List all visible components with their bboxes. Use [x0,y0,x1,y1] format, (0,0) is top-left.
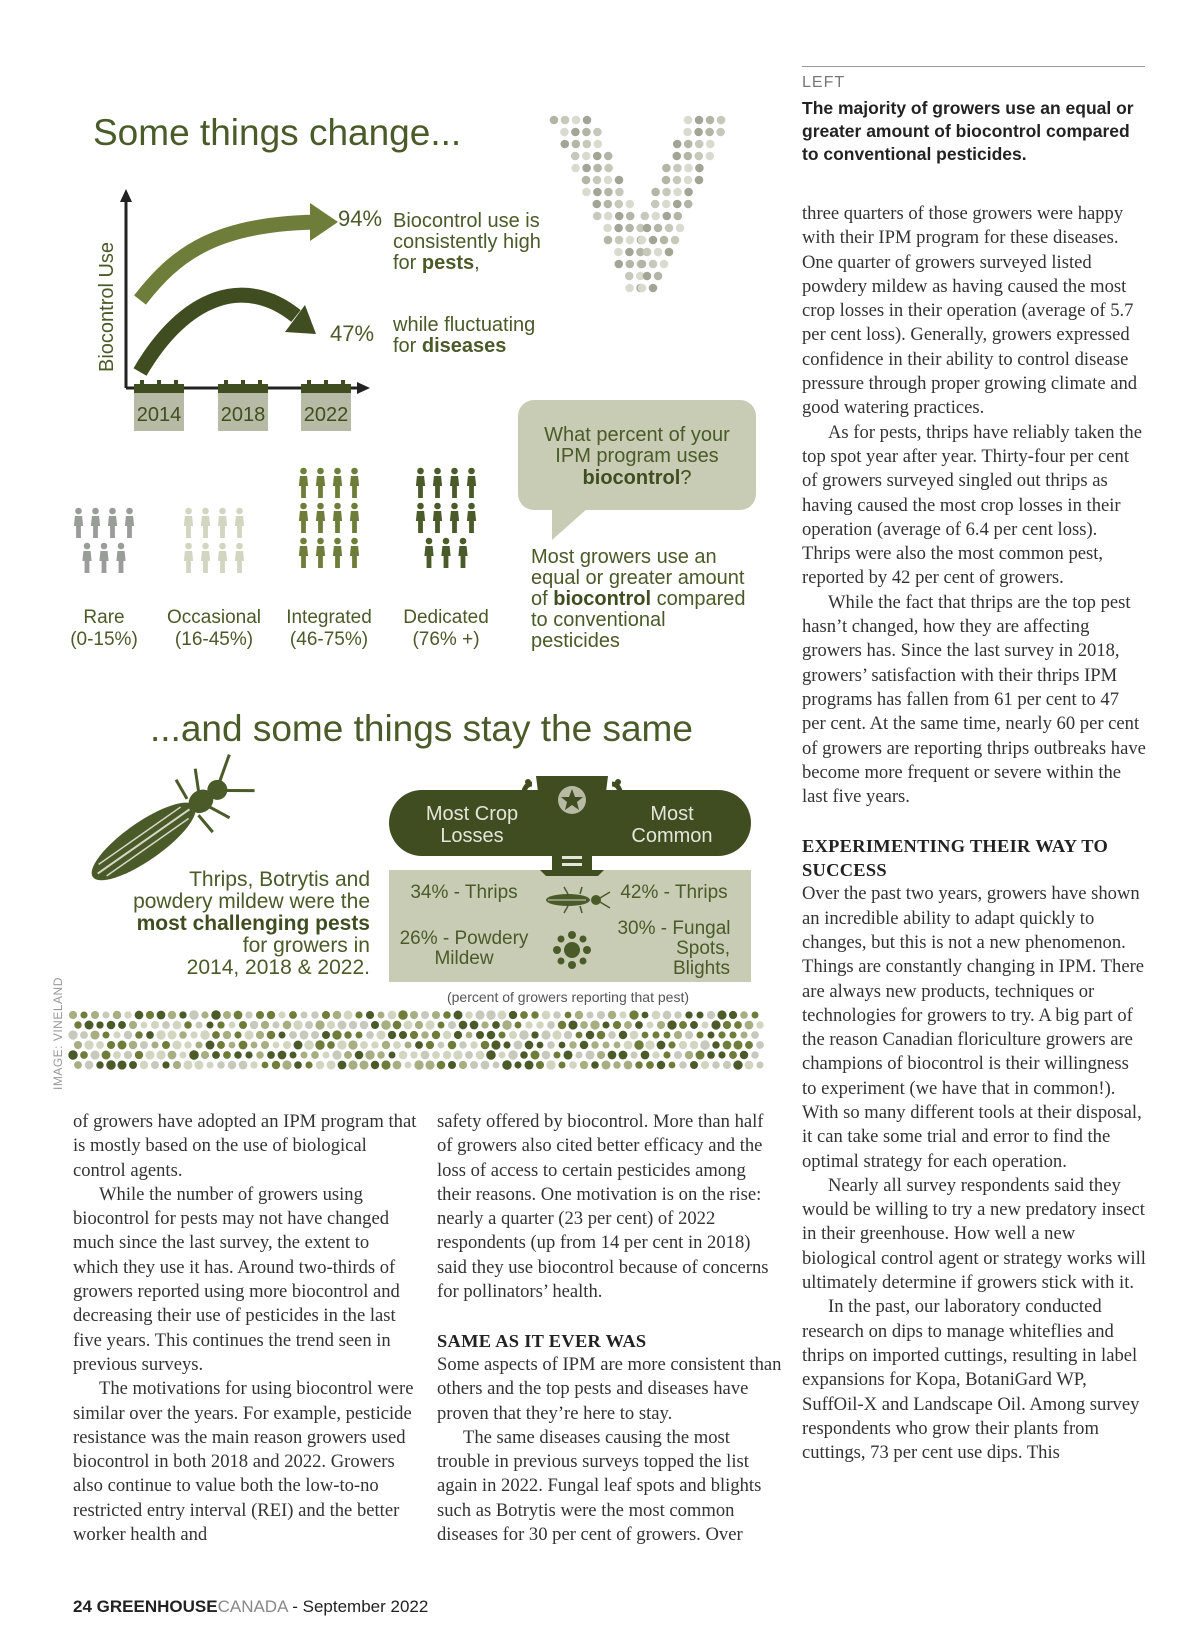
category-rare-name: Rare [83,607,125,628]
category-integrated-name: Integrated [286,607,372,628]
article-column-2 [437,1110,782,1547]
thrips-line-4: for growers in [242,934,370,957]
pest-table [389,870,751,982]
pests-text-2: consistently high [393,231,541,253]
year-tab-2022 [301,380,351,431]
bubble-line-1: What percent of your [544,424,730,446]
most-growers-line-3: of biocontrol compared [531,588,746,610]
pests-percent: 94% [338,206,383,231]
diseases-text-1: while fluctuating [393,314,536,336]
pests-text-3: for pests, [393,252,480,274]
col3-paragraph-1: three quarters of those growers were happy with their IPM program for these diseases. One quarter of growers surveyed listed powdery mildew as having caused the most crop losses in their operation (average of 5.7 per cent loss). Generally, growers expressed confidence in their ability to control disease pressure through proper growing climate and good watering practices. [802,203,1138,419]
caption-text: The majority of growers use an equal or greater amount of biocontrol compared to conventional pesticides. [802,98,1134,164]
page-number: 24 [73,1597,92,1616]
issue-date: - September 2022 [292,1597,429,1616]
banner-most-crop: Most Crop [425,803,519,825]
diseases-text-2: for diseases [393,335,507,357]
most-growers-line-5: pesticides [531,630,620,652]
people-group-occasional [184,508,244,573]
table-powdery-line-2: Mildew [434,948,494,969]
caption-rule [802,66,1145,67]
col2-paragraph-3: The same diseases causing the most trouble in previous surveys topped the list again in 2022. Fungal leaf spots and blights such as Botrytis were the most common diseases for 30 per cent of growers. Over [437,1426,762,1546]
diseases-percent: 47% [330,321,375,346]
col3-paragraph-5: Nearly all survey respondents said they would be willing to try a new predatory insect in their greenhouse. How well a new biological control agent or strategy works will ultimately determine if growers stick with it. [802,1174,1146,1294]
caption-label: LEFT [802,74,846,91]
y-axis-label: Biocontrol Use [96,241,118,372]
category-dedicated-name: Dedicated [403,607,489,628]
people-group-integrated [299,468,359,568]
page-footer [73,1597,428,1617]
title-change: Some things change... [93,112,462,153]
bubble-line-2: IPM program uses [555,445,719,467]
category-dedicated-range: (76% +) [412,629,480,650]
table-fungal-line-1: 30% - Fungal [617,918,731,939]
category-integrated-range: (46-75%) [289,629,369,650]
banner-most: Most [650,803,694,825]
category-rare-range: (0-15%) [70,629,138,650]
banner-common: Common [631,825,713,847]
thrips-line-3: most challenging pests [136,912,370,935]
publication-name: GREENHOUSE [96,1597,218,1616]
fungus-icon [553,931,591,969]
most-growers-line-4: to conventional [531,609,666,631]
category-occasional-range: (16-45%) [174,629,254,650]
col1-paragraph-1: of growers have adopted an IPM program that is mostly based on the use of biological control agents. [73,1111,417,1181]
most-growers-line-2: equal or greater amount [531,567,745,589]
image-credit: IMAGE: VINELAND [51,977,65,1090]
diseases-trend-arrow [140,295,296,372]
col3-paragraph-4: Over the past two years, growers have shown an incredible ability to adapt quickly to changes, but this is not a new phenomenon. Things are constantly changing in IPM. There are always new products, techniques or technologies for growers to try. A big part of the reason Canadian floriculture growers are champions of biocontrol is their willingness to experiment (we have that in common!). With so many different tools at their disposal, it can take some trial and error to find the optimal strategy for each operation. [802,883,1145,1172]
biocontrol-chart [96,189,370,431]
col3-paragraph-6: In the past, our laboratory conducted research on dips to manage whiteflies and thrips on imported cuttings, resulting in label expansions for Kopa, BotaniGard WP, SuffOil-X and Landscape Oil. Among survey respondents who grow their plants from cuttings, 73 per cent use dips. This [802,1296,1140,1464]
col2-paragraph-2: Some aspects of IPM are more consistent than others and the top pests and diseases have proven that they’re here to stay. [437,1353,782,1424]
bubble-line-3: biocontrol? [582,467,692,489]
col3-paragraph-2: As for pests, thrips have reliably taken the top spot year after year. Thirty-four per cent of growers surveyed singled out thrips as having caused the most crop losses in their operation (average of 6.4 per cent loss). Thrips were also the most common pest, reported by 42 per cent of growers. [802,421,1142,589]
col1-paragraph-3: The motivations for using biocontrol were similar over the years. For example, pesticide resistance was the main reason growers used biocontrol in both 2018 and 2022. Growers also continue to value both the low-to-no restricted entry interval (REI) and the better worker health and [73,1378,414,1546]
thrips-line-2: powdery mildew were the [133,890,370,913]
table-fungal-line-2: Spots, [676,938,730,959]
col3-heading: EXPERIMENTING THEIR WAY TO SUCCESS [802,835,1109,881]
people-groups [74,468,476,573]
decorative-dot-band [68,1010,764,1070]
question-bubble [518,400,756,540]
year-2022: 2022 [303,404,349,426]
pests-text-1: Biocontrol use is [393,210,540,232]
year-2014: 2014 [136,404,182,426]
table-fungal-line-3: Blights [672,958,730,979]
v-dot-pattern [550,116,726,293]
article-column-3 [802,202,1147,1465]
col2-heading: SAME AS IT EVER WAS [437,1330,647,1351]
col1-paragraph-2: While the number of growers using biocontrol for pests may not have changed much since the last survey, the extent to which they use it has. Around two-thirds of growers reported using more biocontrol and decreasing their use of pesticides in the last five years. This continues the trend seen in previous surveys. [73,1183,400,1375]
year-tab-2018 [218,380,268,431]
publication-name-suffix: CANADA [217,1597,288,1616]
article-column-1 [73,1110,418,1547]
title-same: ...and some things stay the same [150,708,693,749]
most-growers-line-1: Most growers use an [531,546,717,568]
table-note: (percent of growers reporting that pest) [446,989,690,1005]
thrips-line-5: 2014, 2018 & 2022. [186,956,370,979]
people-group-dedicated [416,468,476,568]
thrips-line-1: Thrips, Botrytis and [189,868,370,891]
table-crop-losses-thrips: 34% - Thrips [410,882,518,903]
infographic [0,0,780,1090]
col2-paragraph-1: safety offered by biocontrol. More than half of growers also cited better efficacy and the loss of access to certain pesticides among their reasons. One motivation is on the rise: nearly a quarter (23 per cent) of 2022 respondents (up from 14 per cent in 2018) said they use biocontrol because of concerns for pollinators’ health. [437,1111,769,1303]
year-tab-2014 [134,380,184,431]
category-occasional-name: Occasional [167,607,261,628]
people-group-rare [74,508,134,573]
col3-paragraph-3: While the fact that thrips are the top pest hasn’t changed, how they are affecting growers has. Since the last survey in 2018, growers’ satisfaction with their thrips IPM programs has fallen from 61 per cent to 47 per cent. At the same time, nearly 60 per cent of growers are reporting thrips outbreaks have become more frequent or severe within the last five years. [802,591,1146,808]
table-powdery-line-1: 26% - Powdery [399,928,529,949]
table-most-common-thrips: 42% - Thrips [620,882,728,903]
year-2018: 2018 [220,404,266,426]
banner-losses: Losses [440,825,504,847]
